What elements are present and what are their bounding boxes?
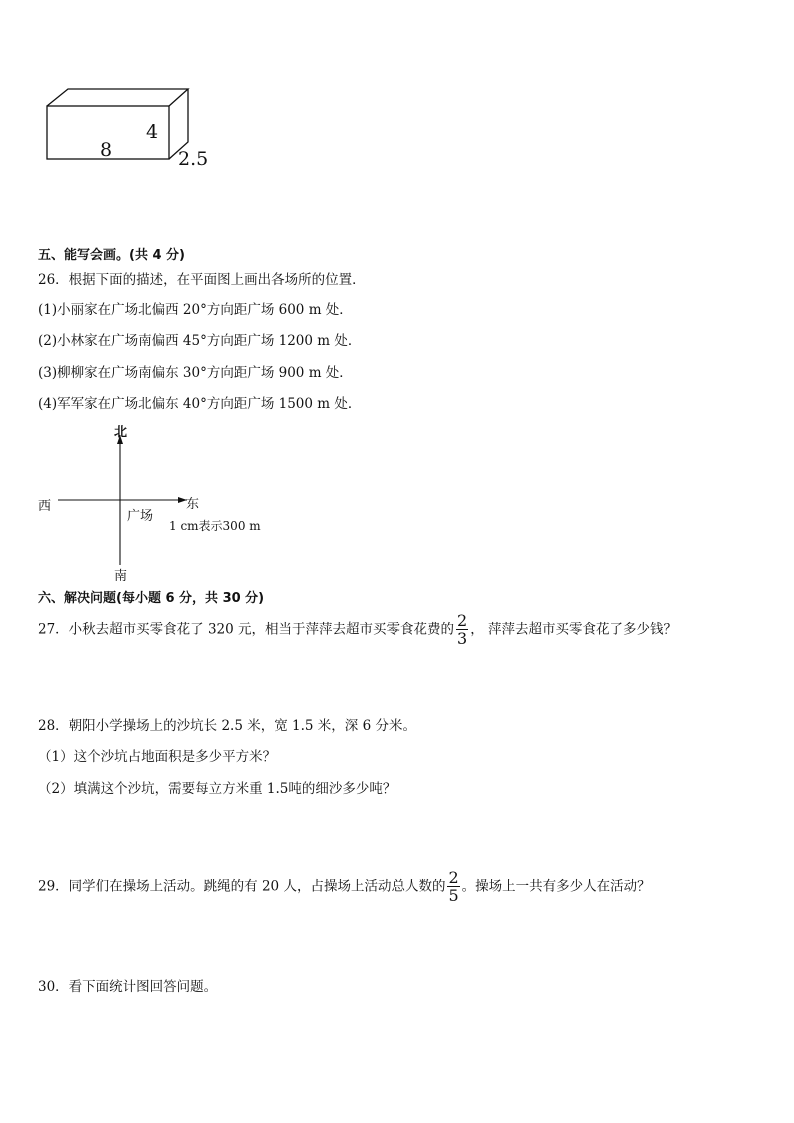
q27-fraction-numerator: 2 [457,611,468,630]
q26-stem: 26．根据下面的描述，在平面图上画出各场所的位置． [38,272,366,288]
q26-item-2: (2)小林家在广场南偏西 45°方向距广场 1200 m 处． [38,333,362,349]
section6-title: 六、解决问题(每小题 6 分，共 30 分) [38,591,265,606]
q26-item-1: (1)小丽家在广场北偏西 20°方向距广场 600 m 处． [38,302,353,318]
q26-item-3: (3)柳柳家在广场南偏东 30°方向距广场 900 m 处． [38,365,353,381]
q27-text-after: ， 萍萍去超市买零食花了多少钱？ [470,621,678,638]
q27-text-before: 27．小秋去超市买零食花了 320 元，相当于萍萍去超市买零食花费的 [38,621,455,638]
compass-north-label: 北 [114,425,128,440]
q27 [38,612,677,647]
compass-diagram [50,430,200,570]
section5-title: 五、能写会画。(共 4 分) [38,248,185,263]
q28-stem: 28．朝阳小学操场上的沙坑长 2.5 米，宽 1.5 米，深 6 分米。 [38,718,416,734]
compass-south-label: 南 [114,569,128,584]
compass-center-label: 广场 [127,509,154,524]
q30-stem: 30．看下面统计图回答问题。 [38,979,218,995]
q29-text-after: 。操场上一共有多少人在活动？ [461,878,651,895]
q27-fraction-denominator: 3 [457,629,468,648]
q27-fraction [456,612,468,647]
q29-fraction-numerator: 2 [448,868,459,887]
compass-east-label: 东 [186,497,200,512]
q29-fraction [447,869,459,904]
q28-item-1: （1）这个沙坑占地面积是多少平方米？ [38,749,277,765]
cuboid-length-label: 8 [100,139,113,161]
cuboid-width-label: 2.5 [178,148,209,170]
q28-item-2: （2）填满这个沙坑，需要每立方米重 1.5吨的细沙多少吨？ [38,781,397,797]
cuboid-top-face [47,89,188,106]
q29 [38,869,651,904]
q29-text-before: 29．同学们在操场上活动。跳绳的有 20 人，占操场上活动总人数的 [38,878,446,895]
compass-scale-label: 1 cm表示300 m [169,519,261,533]
compass-west-label: 西 [38,499,52,514]
q29-fraction-denominator: 5 [448,886,459,905]
q26-item-4: (4)军军家在广场北偏东 40°方向距广场 1500 m 处． [38,396,362,412]
cuboid-height-label: 4 [146,121,159,143]
